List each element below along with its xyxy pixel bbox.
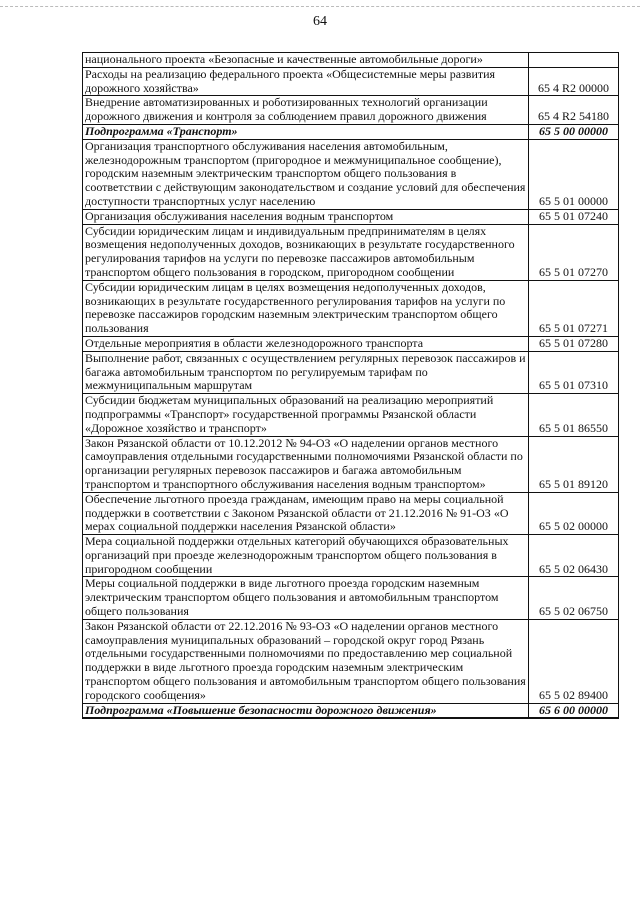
expense-name-cell: Подпрограмма «Повышение безопасности дорожного движения» — [83, 703, 529, 718]
target-code-cell: 65 5 02 00000 — [529, 492, 619, 534]
expense-name-cell: Закон Рязанской области от 22.12.2016 № 93-ОЗ «О наделении органов местного самоуправления муниципальных образований – городской округ город Рязань отдельными государственными полномочиями по предоставлению мер социальной поддержки в виде льготного проезда городским наземным электрическим транспортом общего пользования и автомобильным транспортом общего пользования городского сообщения» — [83, 619, 529, 703]
expense-name-cell: Меры социальной поддержки в виде льготного проезда городским наземным электрическим транспортом общего пользования и автомобильным транспортом общего пользования — [83, 577, 529, 619]
target-code-cell: 65 5 01 89120 — [529, 436, 619, 492]
table-row — [83, 224, 619, 280]
table-row — [83, 53, 619, 68]
budget-classification-table — [82, 52, 619, 719]
expense-name-cell: Субсидии бюджетам муниципальных образований на реализацию мероприятий подпрограммы «Транспорт» государственной программы Рязанской области «Дорожное хозяйство и транспорт» — [83, 394, 529, 436]
expense-name-cell: Расходы на реализацию федерального проекта «Общесистемные меры развития дорожного хозяйства» — [83, 67, 529, 96]
subprogram-row — [83, 703, 619, 718]
expense-name-cell: Закон Рязанской области от 10.12.2012 № 94-ОЗ «О наделении органов местного самоуправления отдельными государственными полномочиями Рязанской области по организации регулярных перевозок пассажиров и багажа автомобильным транспортом и транспортного обслуживания населения водным транспортом» — [83, 436, 529, 492]
expense-name-cell: Субсидии юридическим лицам в целях возмещения недополученных доходов, возникающих в результате государственного регулирования тарифов на услуги по перевозке пассажиров городским наземным электрическим транспортом общего пользования — [83, 280, 529, 336]
target-code-cell: 65 4 R2 00000 — [529, 67, 619, 96]
table-row — [83, 336, 619, 351]
expense-name-cell: Организация транспортного обслуживания населения автомобильным, железнодорожным транспортом (пригородное и межмуниципальное сообщение), городским наземным электрическим транспортом общего пользования в соответствии с действующим законодательством и создание условий для обеспечения доступности транспортных услуг населению — [83, 139, 529, 209]
table-row — [83, 436, 619, 492]
target-code-cell — [529, 53, 619, 68]
table-row — [83, 280, 619, 336]
target-code-cell: 65 5 01 07280 — [529, 336, 619, 351]
target-code-cell: 65 5 02 06750 — [529, 577, 619, 619]
target-code-cell: 65 4 R2 54180 — [529, 96, 619, 125]
target-code-cell: 65 5 01 07271 — [529, 280, 619, 336]
table-row — [83, 67, 619, 96]
target-code-cell: 65 5 02 06430 — [529, 535, 619, 577]
expense-name-cell: Организация обслуживания населения водным транспортом — [83, 209, 529, 224]
table-row — [83, 96, 619, 125]
target-code-cell: 65 5 01 07240 — [529, 209, 619, 224]
top-edge-line — [0, 6, 640, 7]
table-row — [83, 351, 619, 393]
target-code-cell: 65 5 01 00000 — [529, 139, 619, 209]
target-code-cell: 65 5 01 07270 — [529, 224, 619, 280]
target-code-cell: 65 5 02 89400 — [529, 619, 619, 703]
table-row — [83, 209, 619, 224]
expense-name-cell: национального проекта «Безопасные и качественные автомобильные дороги» — [83, 53, 529, 68]
target-code-cell: 65 5 01 86550 — [529, 394, 619, 436]
subprogram-row — [83, 124, 619, 139]
table-row — [83, 619, 619, 703]
expense-name-cell: Подпрограмма «Транспорт» — [83, 124, 529, 139]
target-code-cell: 65 5 00 00000 — [529, 124, 619, 139]
table-row — [83, 577, 619, 619]
expense-name-cell: Выполнение работ, связанных с осуществлением регулярных перевозок пассажиров и багажа автомобильным транспортом по регулируемым тарифам по межмуниципальным маршрутам — [83, 351, 529, 393]
table-body — [83, 53, 619, 719]
expense-name-cell: Субсидии юридическим лицам и индивидуальным предпринимателям в целях возмещения недополученных доходов, возникающих в результате государственного регулирования тарифов на услуги по перевозке пассажиров автомобильным транспортом общего пользования в городском, пригородном сообщении — [83, 224, 529, 280]
page-number: 64 — [313, 14, 327, 29]
expense-name-cell: Мера социальной поддержки отдельных категорий обучающихся образовательных организаций при проезде железнодорожным транспортом общего пользования в пригородном сообщении — [83, 535, 529, 577]
table-row — [83, 139, 619, 209]
table-row — [83, 394, 619, 436]
table-row — [83, 535, 619, 577]
target-code-cell: 65 6 00 00000 — [529, 703, 619, 718]
expense-name-cell: Обеспечение льготного проезда гражданам, имеющим право на меры социальной поддержки в соответствии с Законом Рязанской области от 21.12.2016 № 91-ОЗ «О мерах социальной поддержки населения Рязанской области» — [83, 492, 529, 534]
table-row — [83, 492, 619, 534]
target-code-cell: 65 5 01 07310 — [529, 351, 619, 393]
expense-name-cell: Отдельные мероприятия в области железнодорожного транспорта — [83, 336, 529, 351]
expense-name-cell: Внедрение автоматизированных и роботизированных технологий организации дорожного движения и контроля за соблюдением правил дорожного движения — [83, 96, 529, 125]
